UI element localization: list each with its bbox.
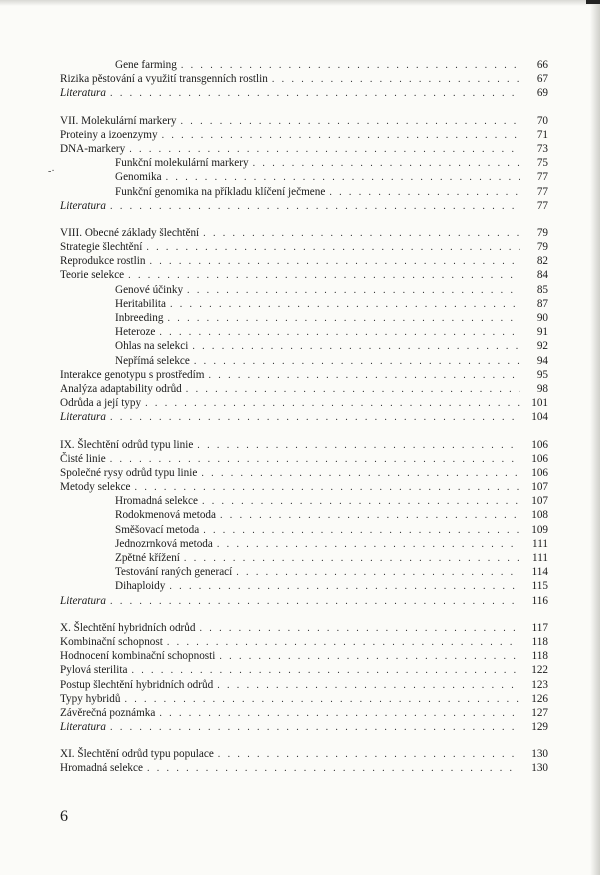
toc-entry-title: Pylová sterilita [60,664,128,677]
toc-entry [60,72,548,86]
toc-entry-page-number: 77 [536,199,548,212]
toc-entry-title: Literatura [60,199,107,212]
toc-entry-title: Jednozrnková metoda [115,537,213,550]
toc-entry-page-number: 98 [536,382,548,395]
toc-entry-page-number: 108 [531,509,548,522]
toc-entry-page-number: 127 [531,706,548,719]
toc-literature-entry [60,86,548,100]
toc-subentry [60,156,548,170]
dot-leader [167,312,520,325]
toc-entry-title: VII. Molekulární markery [60,114,177,127]
toc-entry-title: Závěrečná poznámka [60,706,156,719]
toc-subentry [60,579,548,593]
toc-entry-page-number: 116 [531,594,548,607]
toc-entry-title: Proteiny a izoenzymy [60,128,158,141]
toc-entry [60,747,548,761]
dot-leader [201,467,520,480]
toc-entry-page-number: 129 [531,721,548,734]
toc-entry-title: Hodnocení kombinační schopnosti [60,650,216,663]
toc-entry [60,706,548,720]
toc-literature-entry [60,594,548,608]
dot-leader [208,369,520,382]
dot-leader [110,200,520,213]
dot-leader [220,509,520,522]
toc-entry-page-number: 115 [531,580,548,593]
toc-subentry [60,297,548,311]
dot-leader [217,538,520,551]
section-gap [60,213,548,226]
toc-entry-page-number: 130 [531,762,548,775]
toc-entry-title: Strategie šlechtění [60,241,143,254]
toc-subentry [60,523,548,537]
toc-entry [60,240,548,254]
toc-entry-title: Genomika [115,171,162,184]
toc-entry [60,438,548,452]
toc-entry-title: DNA-markery [60,142,126,155]
toc-entry-page-number: 118 [531,650,548,663]
toc-entry-page-number: 75 [536,157,548,170]
toc-subentry [60,185,548,199]
toc-entry [60,663,548,677]
dot-leader [159,707,520,720]
toc-entry-page-number: 104 [531,411,548,424]
toc-entry-title: IX. Šlechtění odrůd typu linie [60,438,194,451]
section-gap [60,734,548,747]
toc-entry-page-number: 79 [536,226,548,239]
toc-entry-page-number: 109 [531,523,548,536]
dot-leader [192,340,520,353]
dot-leader [147,762,520,775]
toc-entry-page-number: 95 [536,368,548,381]
toc-entry-title: Hromadná selekce [60,762,143,775]
toc-entry-page-number: 111 [532,537,548,550]
dot-leader [110,411,520,424]
toc-entry-page-number: 84 [536,269,548,282]
dot-leader [162,129,520,142]
toc-entry-title: Reprodukce rostlin [60,255,146,268]
toc-entry-page-number: 67 [536,73,548,86]
toc-entry [60,368,548,382]
scan-corner-mark [586,0,600,4]
dot-leader [236,566,520,579]
toc-entry-title: Postup šlechtění hybridních odrůd [60,678,214,691]
toc-entry-page-number: 106 [531,438,548,451]
toc-entry-title: Ohlas na selekci [115,340,189,353]
toc-literature-entry [60,720,548,734]
toc-entry-title: Analýza adaptability odrůd [60,382,182,395]
toc-subentry [60,354,548,368]
page-top-edge-shadow [0,0,600,6]
dot-leader [166,171,520,184]
toc-entry-title: Heritabilita [115,297,166,310]
table-of-contents [60,58,548,776]
dot-leader [181,115,521,128]
toc-entry-title: Směšovací metoda [115,523,200,536]
toc-subentry [60,537,548,551]
toc-entry-page-number: 70 [536,114,548,127]
toc-subentry [60,551,548,565]
toc-entry-page-number: 114 [531,566,548,579]
section-gap [60,101,548,114]
dot-leader [129,143,520,156]
dot-leader [218,748,520,761]
dot-leader [272,73,520,86]
toc-entry-page-number: 73 [536,142,548,155]
toc-entry-page-number: 117 [531,621,548,634]
toc-entry-page-number: 66 [536,59,548,71]
toc-entry-title: Literatura [60,594,107,607]
toc-entry-title: Literatura [60,721,107,734]
toc-entry-page-number: 106 [531,466,548,479]
toc-entry [60,382,548,396]
toc-entry-title: Literatura [60,87,107,100]
toc-entry-page-number: 69 [536,87,548,100]
toc-entry-page-number: 107 [531,495,548,508]
toc-subentry [60,325,548,339]
toc-entry-page-number: 91 [536,326,548,339]
toc-entry [60,396,548,410]
toc-entry-title: Typy hybridů [60,692,121,705]
toc-entry-page-number: 71 [536,128,548,141]
dot-leader [145,397,520,410]
toc-entry [60,621,548,635]
toc-entry-page-number: 122 [531,664,548,677]
toc-entry-page-number: 123 [531,678,548,691]
toc-entry [60,254,548,268]
toc-subentry [60,339,548,353]
toc-subentry [60,508,548,522]
toc-entry-title: Odrůda a její typy [60,397,142,410]
toc-entry-title: Heteroze [115,326,156,339]
toc-entry-title: Rizika pěstování a využití transgenních rostlin [60,73,268,86]
toc-entry-page-number: 107 [531,481,548,494]
dot-leader [110,721,520,734]
toc-entry-title: Teorie selekce [60,269,125,282]
section-gap [60,608,548,621]
toc-entry-page-number: 101 [531,397,548,410]
toc-entry-page-number: 85 [536,283,548,296]
toc-entry-page-number: 106 [531,452,548,465]
dot-leader [135,481,520,494]
toc-entry-title: Inbreeding [115,312,164,324]
dot-leader [219,650,520,663]
toc-entry [60,635,548,649]
toc-subentry [60,170,548,184]
dot-leader [110,595,520,608]
toc-entry-title: XI. Šlechtění odrůd typu populace [60,748,214,761]
toc-entry [60,761,548,775]
toc-entry-title: Rodokmenová metoda [115,509,216,522]
toc-entry-title: Funkční molekulární markery [115,157,249,170]
toc-entry [60,692,548,706]
toc-entry-page-number: 118 [531,635,548,648]
toc-entry [60,678,548,692]
dot-leader [197,439,520,452]
toc-entry-page-number: 130 [531,748,548,761]
stray-ink-mark: -· [48,166,55,177]
dot-leader [110,453,520,466]
toc-literature-entry [60,410,548,424]
dot-leader [167,636,520,649]
toc-entry-title: Kombinační schopnost [60,635,163,648]
toc-entry-title: X. Šlechtění hybridních odrůd [60,621,196,634]
dot-leader [184,552,520,565]
page-right-edge-shadow [590,0,600,875]
toc-entry-title: Čisté linie [60,452,106,465]
toc-entry-title: Funkční genomika na příkladu klíčení ječmene [115,185,326,198]
toc-entry [60,142,548,156]
toc-entry-page-number: 77 [536,185,548,198]
dot-leader [170,298,520,311]
dot-leader [329,186,520,199]
toc-entry [60,649,548,663]
toc-entry [60,452,548,466]
toc-entry [60,268,548,282]
toc-entry-title: Literatura [60,411,107,424]
dot-leader [124,693,520,706]
toc-entry-title: Hromadná selekce [115,495,198,508]
section-gap [60,425,548,438]
toc-entry-title: Společné rysy odrůd typu linie [60,466,198,479]
toc-entry-page-number: 92 [536,340,548,353]
toc-entry [60,226,548,240]
toc-entry-title: Genové účinky [115,283,184,296]
toc-entry-title: Metody selekce [60,481,131,494]
dot-leader [128,269,520,282]
dot-leader [131,664,520,677]
dot-leader [203,227,520,240]
toc-entry-title: Dihaploidy [115,580,166,593]
dot-leader [149,255,520,268]
toc-subentry [60,494,548,508]
toc-entry-title: Testování raných generací [115,566,233,579]
toc-entry-title: Interakce genotypu s prostředím [60,368,205,381]
toc-entry-page-number: 82 [536,255,548,268]
toc-entry-page-number: 79 [536,241,548,254]
dot-leader [169,580,520,593]
toc-literature-entry [60,199,548,213]
toc-entry-page-number: 87 [536,297,548,310]
toc-entry [60,114,548,128]
page-number: 6 [60,808,68,825]
dot-leader [186,383,520,396]
toc-entry [60,480,548,494]
dot-leader [159,326,520,339]
dot-leader [217,679,520,692]
toc-entry-page-number: 90 [536,312,548,324]
dot-leader [181,59,520,72]
dot-leader [146,241,520,254]
toc-entry-title: VIII. Obecné základy šlechtění [60,226,200,239]
toc-entry-page-number: 126 [531,692,548,705]
dot-leader [194,355,520,368]
toc-entry [60,466,548,480]
dot-leader [199,622,520,635]
dot-leader [110,87,520,100]
toc-entry-page-number: 94 [536,354,548,367]
dot-leader [202,495,520,508]
toc-entry [60,128,548,142]
toc-subentry [60,58,548,72]
dot-leader [253,157,520,170]
toc-entry-title: Zpětné křížení [115,552,180,564]
toc-entry-title: Gene farming [115,59,177,71]
toc-entry-title: Nepřímá selekce [115,354,190,367]
toc-subentry [60,311,548,325]
toc-subentry [60,283,548,297]
toc-subentry [60,565,548,579]
dot-leader [187,284,520,297]
dot-leader [203,524,520,537]
toc-entry-page-number: 111 [532,552,548,564]
toc-entry-page-number: 77 [536,171,548,184]
